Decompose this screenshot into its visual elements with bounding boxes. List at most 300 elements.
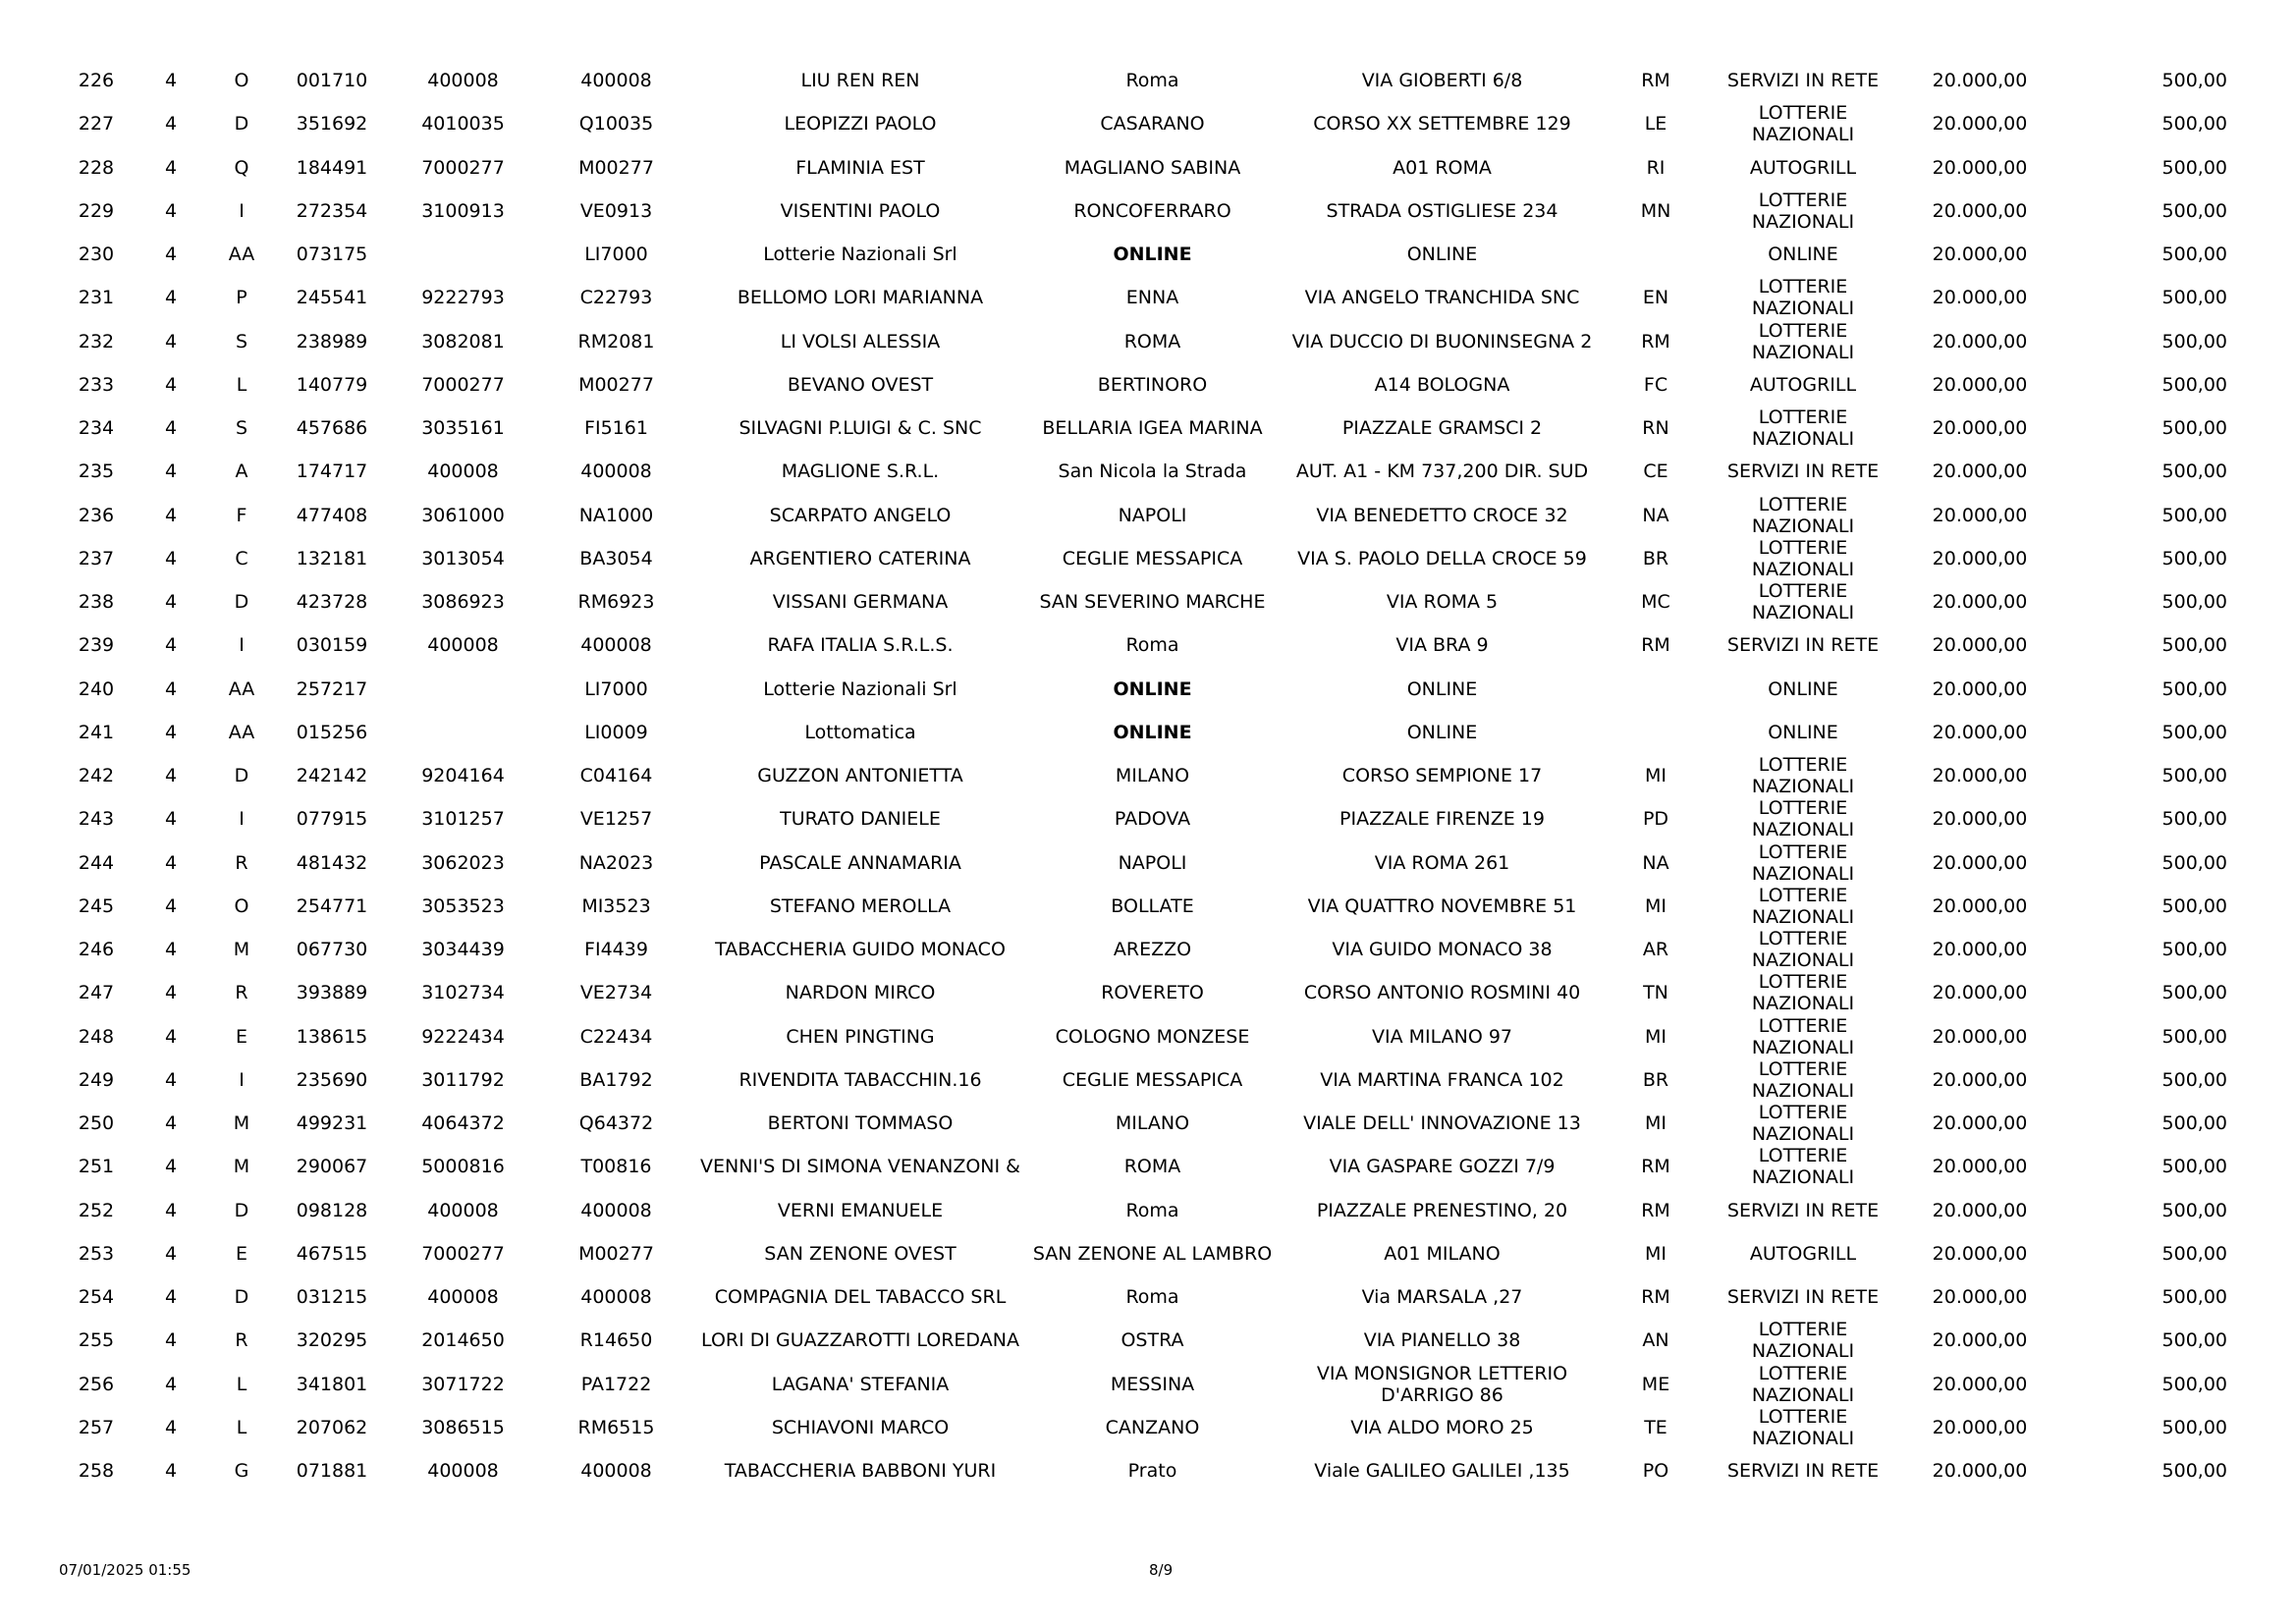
cell-channel: AUTOGRILL — [1749, 156, 1857, 179]
cell-prize-amount: 20.000,00 — [1932, 1373, 2028, 1395]
cell-group: 4 — [164, 1025, 178, 1048]
cell-address: VIA S. PAOLO DELLA CROCE 59 — [1297, 547, 1587, 569]
cell-category: M — [233, 1156, 250, 1178]
cell-channel: SERVIZI IN RETE — [1726, 1286, 1880, 1309]
cell-terminal-code: Q10035 — [578, 113, 654, 135]
cell-category: I — [239, 199, 245, 222]
cell-prize-amount: 20.000,00 — [1932, 591, 2028, 614]
cell-province: MI — [1645, 765, 1667, 787]
cell-code: 290067 — [296, 1156, 368, 1178]
cell-prize-amount: 20.000,00 — [1932, 1416, 2028, 1438]
cell-code: 207062 — [296, 1416, 368, 1438]
cell-prize-amount: 20.000,00 — [1932, 70, 2028, 92]
cell-city: AREZZO — [1113, 939, 1192, 961]
cell-prize-amount: 20.000,00 — [1932, 1460, 2028, 1483]
cell-amount: 500,00 — [2161, 1025, 2227, 1048]
cell-terminal-code: RM6515 — [577, 1416, 655, 1438]
cell-channel: LOTTERIE NAZIONALI — [1751, 797, 1855, 841]
cell-code: 457686 — [296, 417, 368, 440]
cell-city: BOLLATE — [1111, 894, 1194, 917]
cell-category: M — [233, 939, 250, 961]
cell-code-2: 5000816 — [421, 1156, 505, 1178]
cell-code: 499231 — [296, 1112, 368, 1135]
cell-row-number: 235 — [78, 460, 115, 483]
cell-province: TN — [1643, 982, 1668, 1004]
cell-business-name: TABACCHERIA BABBONI YURI — [724, 1460, 997, 1483]
cell-channel: LOTTERIE NAZIONALI — [1751, 928, 1855, 972]
cell-channel: AUTOGRILL — [1749, 373, 1857, 396]
cell-business-name: SCHIAVONI MARCO — [771, 1416, 950, 1438]
cell-code-2: 3011792 — [421, 1068, 505, 1091]
cell-address: ONLINE — [1406, 721, 1478, 743]
cell-province: ME — [1641, 1373, 1670, 1395]
cell-city: SAN SEVERINO MARCHE — [1039, 591, 1266, 614]
cell-address: VIA GUIDO MONACO 38 — [1332, 939, 1553, 961]
cell-code-2: 3034439 — [421, 939, 505, 961]
cell-channel: LOTTERIE NAZIONALI — [1751, 971, 1855, 1015]
cell-amount: 500,00 — [2161, 1112, 2227, 1135]
page-number: 8/9 — [1149, 1561, 1174, 1579]
cell-code: 245541 — [296, 287, 368, 309]
cell-city: CANZANO — [1105, 1416, 1200, 1438]
cell-row-number: 249 — [78, 1068, 115, 1091]
cell-code-2: 400008 — [427, 460, 499, 483]
cell-amount: 500,00 — [2161, 677, 2227, 700]
cell-amount: 500,00 — [2161, 1460, 2227, 1483]
cell-row-number: 240 — [78, 677, 115, 700]
cell-row-number: 234 — [78, 417, 115, 440]
cell-terminal-code: T00816 — [580, 1156, 652, 1178]
table-row — [57, 494, 2227, 537]
cell-city: Prato — [1127, 1460, 1177, 1483]
cell-code: 477408 — [296, 504, 368, 526]
cell-business-name: VENNI'S DI SIMONA VENANZONI & — [700, 1156, 1020, 1178]
cell-business-name: STEFANO MEROLLA — [769, 894, 952, 917]
cell-address: VIA ALDO MORO 25 — [1350, 1416, 1534, 1438]
cell-row-number: 237 — [78, 547, 115, 569]
cell-group: 4 — [164, 330, 178, 352]
cell-amount: 500,00 — [2161, 330, 2227, 352]
cell-group: 4 — [164, 1199, 178, 1221]
cell-province: EN — [1642, 287, 1669, 309]
cell-terminal-code: BA3054 — [579, 547, 653, 569]
cell-group: 4 — [164, 808, 178, 831]
cell-amount: 500,00 — [2161, 1068, 2227, 1091]
cell-group: 4 — [164, 765, 178, 787]
cell-group: 4 — [164, 634, 178, 657]
cell-terminal-code: Q64372 — [578, 1112, 654, 1135]
cell-province: NA — [1642, 504, 1669, 526]
cell-prize-amount: 20.000,00 — [1932, 244, 2028, 266]
cell-category: AA — [228, 721, 255, 743]
cell-terminal-code: C22793 — [579, 287, 653, 309]
table-row — [57, 1058, 2227, 1102]
cell-business-name: LAGANA' STEFANIA — [771, 1373, 950, 1395]
cell-row-number: 246 — [78, 939, 115, 961]
cell-amount: 500,00 — [2161, 1242, 2227, 1265]
cell-code: 351692 — [296, 113, 368, 135]
cell-province: RN — [1642, 417, 1669, 440]
cell-group: 4 — [164, 504, 178, 526]
cell-code: 071881 — [296, 1460, 368, 1483]
cell-province: AR — [1642, 939, 1669, 961]
cell-prize-amount: 20.000,00 — [1932, 287, 2028, 309]
cell-prize-amount: 20.000,00 — [1932, 373, 2028, 396]
cell-business-name: NARDON MIRCO — [785, 982, 936, 1004]
cell-terminal-code: NA1000 — [578, 504, 654, 526]
table-row — [57, 1189, 2227, 1232]
cell-amount: 500,00 — [2161, 765, 2227, 787]
cell-business-name: BEVANO OVEST — [787, 373, 934, 396]
cell-address: A01 MILANO — [1384, 1242, 1501, 1265]
cell-province: RM — [1641, 634, 1670, 657]
cell-row-number: 243 — [78, 808, 115, 831]
table-row — [57, 406, 2227, 450]
cell-terminal-code: LI0009 — [584, 721, 648, 743]
cell-row-number: 226 — [78, 70, 115, 92]
table-row — [57, 189, 2227, 233]
cell-group: 4 — [164, 1112, 178, 1135]
table-row — [57, 711, 2227, 754]
cell-prize-amount: 20.000,00 — [1932, 634, 2028, 657]
cell-channel: LOTTERIE NAZIONALI — [1751, 840, 1855, 885]
cell-address: VIA DUCCIO DI BUONINSEGNA 2 — [1291, 330, 1593, 352]
table-row — [57, 276, 2227, 319]
cell-code-2: 3086923 — [421, 591, 505, 614]
cell-code-2: 4010035 — [421, 113, 505, 135]
cell-address: CORSO ANTONIO ROSMINI 40 — [1303, 982, 1581, 1004]
cell-province: MI — [1645, 1242, 1667, 1265]
cell-province: MI — [1645, 1112, 1667, 1135]
cell-address: VIA QUATTRO NOVEMBRE 51 — [1307, 894, 1577, 917]
cell-address: VIA MARTINA FRANCA 102 — [1320, 1068, 1564, 1091]
cell-province: RM — [1641, 70, 1670, 92]
cell-code: 077915 — [296, 808, 368, 831]
cell-province: BR — [1642, 1068, 1669, 1091]
cell-terminal-code: MI3523 — [581, 894, 651, 917]
cell-group: 4 — [164, 113, 178, 135]
cell-code: 238989 — [296, 330, 368, 352]
table-row — [57, 928, 2227, 971]
cell-prize-amount: 20.000,00 — [1932, 417, 2028, 440]
cell-channel: LOTTERIE NAZIONALI — [1751, 1102, 1855, 1146]
cell-channel: LOTTERIE NAZIONALI — [1751, 754, 1855, 798]
cell-category: F — [236, 504, 247, 526]
cell-city: CASARANO — [1100, 113, 1205, 135]
cell-channel: SERVIZI IN RETE — [1726, 70, 1880, 92]
cell-business-name: ARGENTIERO CATERINA — [749, 547, 971, 569]
cell-address: CORSO XX SETTEMBRE 129 — [1313, 113, 1571, 135]
cell-amount: 500,00 — [2161, 417, 2227, 440]
cell-row-number: 255 — [78, 1329, 115, 1352]
cell-row-number: 239 — [78, 634, 115, 657]
cell-city: Roma — [1125, 70, 1179, 92]
cell-category: R — [235, 982, 248, 1004]
table-row — [57, 1102, 2227, 1145]
cell-city: CEGLIE MESSAPICA — [1062, 547, 1243, 569]
cell-province: RM — [1641, 330, 1670, 352]
cell-code-2: 3061000 — [421, 504, 505, 526]
cell-channel: SERVIZI IN RETE — [1726, 1199, 1880, 1221]
table-row — [57, 1015, 2227, 1058]
cell-code-2: 7000277 — [421, 156, 505, 179]
cell-address: VIA GIOBERTI 6/8 — [1361, 70, 1523, 92]
table-row — [57, 668, 2227, 711]
cell-code: 174717 — [296, 460, 368, 483]
cell-code: 272354 — [296, 199, 368, 222]
cell-address: PIAZZALE GRAMSCI 2 — [1341, 417, 1543, 440]
cell-category: D — [234, 113, 249, 135]
cell-province: CE — [1643, 460, 1668, 483]
cell-code-2: 7000277 — [421, 1242, 505, 1265]
cell-prize-amount: 20.000,00 — [1932, 677, 2028, 700]
cell-amount: 500,00 — [2161, 460, 2227, 483]
cell-code-2: 400008 — [427, 1286, 499, 1309]
cell-business-name: LORI DI GUAZZAROTTI LOREDANA — [701, 1329, 1019, 1352]
cell-code-2: 400008 — [427, 634, 499, 657]
cell-group: 4 — [164, 939, 178, 961]
cell-amount: 500,00 — [2161, 1329, 2227, 1352]
cell-address: VIA MONSIGNOR LETTERIO D'ARRIGO 86 — [1316, 1362, 1568, 1406]
cell-city: MILANO — [1115, 765, 1190, 787]
cell-row-number: 227 — [78, 113, 115, 135]
cell-city: CEGLIE MESSAPICA — [1062, 1068, 1243, 1091]
cell-row-number: 253 — [78, 1242, 115, 1265]
cell-code: 132181 — [296, 547, 368, 569]
cell-city: ONLINE — [1113, 677, 1192, 700]
cell-province: RM — [1641, 1199, 1670, 1221]
cell-group: 4 — [164, 1329, 178, 1352]
table-row — [57, 580, 2227, 623]
cell-channel: LOTTERIE NAZIONALI — [1751, 319, 1855, 363]
cell-amount: 500,00 — [2161, 721, 2227, 743]
cell-prize-amount: 20.000,00 — [1932, 808, 2028, 831]
cell-city: Roma — [1125, 1199, 1179, 1221]
cell-channel: LOTTERIE NAZIONALI — [1751, 1319, 1855, 1363]
table-row — [57, 1275, 2227, 1319]
cell-province: LE — [1644, 113, 1667, 135]
cell-amount: 500,00 — [2161, 634, 2227, 657]
cell-business-name: SAN ZENONE OVEST — [764, 1242, 957, 1265]
cell-province: MC — [1641, 591, 1670, 614]
cell-amount: 500,00 — [2161, 1286, 2227, 1309]
cell-address: VIA BRA 9 — [1395, 634, 1489, 657]
results-table — [57, 59, 2227, 1492]
cell-category: C — [235, 547, 248, 569]
cell-code-2: 3086515 — [421, 1416, 505, 1438]
cell-business-name: VISSANI GERMANA — [772, 591, 949, 614]
cell-category: D — [234, 1286, 249, 1309]
cell-amount: 500,00 — [2161, 851, 2227, 874]
cell-category: S — [235, 330, 248, 352]
cell-group: 4 — [164, 894, 178, 917]
cell-channel: LOTTERIE NAZIONALI — [1751, 536, 1855, 580]
cell-address: A01 ROMA — [1393, 156, 1492, 179]
table-row — [57, 754, 2227, 797]
cell-prize-amount: 20.000,00 — [1932, 460, 2028, 483]
cell-business-name: FLAMINIA EST — [795, 156, 925, 179]
cell-province: TE — [1644, 1416, 1667, 1438]
cell-terminal-code: VE2734 — [579, 982, 653, 1004]
cell-row-number: 247 — [78, 982, 115, 1004]
cell-business-name: GUZZON ANTONIETTA — [757, 765, 963, 787]
cell-row-number: 258 — [78, 1460, 115, 1483]
cell-channel: LOTTERIE NAZIONALI — [1751, 1145, 1855, 1189]
cell-address: AUT. A1 - KM 737,200 DIR. SUD — [1295, 460, 1589, 483]
cell-category: I — [239, 808, 245, 831]
cell-group: 4 — [164, 417, 178, 440]
cell-terminal-code: 400008 — [580, 634, 652, 657]
cell-group: 4 — [164, 591, 178, 614]
cell-category: I — [239, 1068, 245, 1091]
cell-business-name: LEOPIZZI PAOLO — [784, 113, 937, 135]
cell-business-name: RAFA ITALIA S.R.L.S. — [767, 634, 954, 657]
cell-city: ONLINE — [1113, 721, 1192, 743]
cell-amount: 500,00 — [2161, 1416, 2227, 1438]
cell-address: VIA MILANO 97 — [1371, 1025, 1513, 1048]
cell-group: 4 — [164, 1373, 178, 1395]
cell-terminal-code: LI7000 — [584, 244, 648, 266]
cell-terminal-code: M00277 — [578, 1242, 654, 1265]
cell-amount: 500,00 — [2161, 808, 2227, 831]
cell-province: PD — [1642, 808, 1669, 831]
cell-prize-amount: 20.000,00 — [1932, 1286, 2028, 1309]
cell-business-name: CHEN PINGTING — [786, 1025, 935, 1048]
cell-category: AA — [228, 677, 255, 700]
cell-category: D — [234, 765, 249, 787]
table-row — [57, 971, 2227, 1014]
cell-group: 4 — [164, 1416, 178, 1438]
cell-code-2: 2014650 — [421, 1329, 505, 1352]
cell-amount: 500,00 — [2161, 504, 2227, 526]
cell-row-number: 250 — [78, 1112, 115, 1135]
cell-channel: LOTTERIE NAZIONALI — [1751, 276, 1855, 320]
cell-prize-amount: 20.000,00 — [1932, 156, 2028, 179]
table-row — [57, 1406, 2227, 1449]
cell-terminal-code: PA1722 — [580, 1373, 652, 1395]
cell-amount: 500,00 — [2161, 547, 2227, 569]
cell-row-number: 236 — [78, 504, 115, 526]
cell-business-name: Lotterie Nazionali Srl — [763, 244, 957, 266]
cell-category: M — [233, 1112, 250, 1135]
cell-business-name: BERTONI TOMMASO — [767, 1112, 954, 1135]
cell-province: RM — [1641, 1286, 1670, 1309]
cell-row-number: 241 — [78, 721, 115, 743]
cell-province: MI — [1645, 1025, 1667, 1048]
cell-city: RONCOFERRARO — [1073, 199, 1231, 222]
cell-prize-amount: 20.000,00 — [1932, 1068, 2028, 1091]
cell-group: 4 — [164, 1286, 178, 1309]
cell-channel: SERVIZI IN RETE — [1726, 634, 1880, 657]
cell-row-number: 254 — [78, 1286, 115, 1309]
cell-province: MN — [1640, 199, 1671, 222]
cell-code: 140779 — [296, 373, 368, 396]
cell-category: D — [234, 1199, 249, 1221]
cell-terminal-code: LI7000 — [584, 677, 648, 700]
cell-group: 4 — [164, 373, 178, 396]
cell-terminal-code: BA1792 — [579, 1068, 653, 1091]
cell-city: PADOVA — [1114, 808, 1191, 831]
cell-code: 467515 — [296, 1242, 368, 1265]
cell-group: 4 — [164, 851, 178, 874]
table-row — [57, 1232, 2227, 1275]
cell-row-number: 257 — [78, 1416, 115, 1438]
cell-row-number: 248 — [78, 1025, 115, 1048]
cell-address: VIA GASPARE GOZZI 7/9 — [1329, 1156, 1556, 1178]
cell-prize-amount: 20.000,00 — [1932, 1112, 2028, 1135]
cell-amount: 500,00 — [2161, 287, 2227, 309]
cell-code: 001710 — [296, 70, 368, 92]
cell-channel: LOTTERIE NAZIONALI — [1751, 1405, 1855, 1449]
cell-address: PIAZZALE FIRENZE 19 — [1339, 808, 1545, 831]
cell-code-2: 400008 — [427, 70, 499, 92]
cell-channel: LOTTERIE NAZIONALI — [1751, 1014, 1855, 1058]
cell-code: 393889 — [296, 982, 368, 1004]
cell-city: NAPOLI — [1118, 851, 1187, 874]
cell-city: San Nicola la Strada — [1058, 460, 1247, 483]
cell-code: 138615 — [296, 1025, 368, 1048]
cell-code: 184491 — [296, 156, 368, 179]
cell-category: Q — [234, 156, 249, 179]
cell-row-number: 252 — [78, 1199, 115, 1221]
table-row — [57, 1449, 2227, 1492]
cell-prize-amount: 20.000,00 — [1932, 1156, 2028, 1178]
cell-channel: SERVIZI IN RETE — [1726, 460, 1880, 483]
cell-category: L — [236, 1373, 247, 1395]
cell-group: 4 — [164, 1156, 178, 1178]
cell-code-2: 3071722 — [421, 1373, 505, 1395]
cell-amount: 500,00 — [2161, 939, 2227, 961]
cell-channel: LOTTERIE NAZIONALI — [1751, 102, 1855, 146]
cell-amount: 500,00 — [2161, 373, 2227, 396]
cell-code: 341801 — [296, 1373, 368, 1395]
cell-address: VIA ANGELO TRANCHIDA SNC — [1304, 287, 1580, 309]
cell-code-2: 3102734 — [421, 982, 505, 1004]
cell-prize-amount: 20.000,00 — [1932, 547, 2028, 569]
cell-terminal-code: M00277 — [578, 373, 654, 396]
cell-business-name: PASCALE ANNAMARIA — [759, 851, 961, 874]
cell-row-number: 244 — [78, 851, 115, 874]
cell-code-2: 9222434 — [421, 1025, 505, 1048]
cell-code-2: 3053523 — [421, 894, 505, 917]
cell-code: 098128 — [296, 1199, 368, 1221]
cell-channel: LOTTERIE NAZIONALI — [1751, 1362, 1855, 1406]
cell-business-name: RIVENDITA TABACCHIN.16 — [738, 1068, 982, 1091]
cell-prize-amount: 20.000,00 — [1932, 765, 2028, 787]
cell-business-name: LIU REN REN — [800, 70, 920, 92]
table-row — [57, 623, 2227, 667]
cell-city: SAN ZENONE AL LAMBRO — [1032, 1242, 1273, 1265]
cell-prize-amount: 20.000,00 — [1932, 851, 2028, 874]
cell-category: R — [235, 851, 248, 874]
table-row — [57, 320, 2227, 363]
cell-prize-amount: 20.000,00 — [1932, 1329, 2028, 1352]
cell-code-2: 3101257 — [421, 808, 505, 831]
cell-prize-amount: 20.000,00 — [1932, 199, 2028, 222]
cell-terminal-code: RM2081 — [577, 330, 655, 352]
table-row — [57, 1319, 2227, 1362]
cell-row-number: 256 — [78, 1373, 115, 1395]
cell-code-2: 3082081 — [421, 330, 505, 352]
cell-code: 254771 — [296, 894, 368, 917]
cell-terminal-code: C04164 — [579, 765, 653, 787]
cell-channel: LOTTERIE NAZIONALI — [1751, 1057, 1855, 1102]
cell-business-name: TURATO DANIELE — [780, 808, 941, 831]
cell-category: D — [234, 591, 249, 614]
cell-code: 423728 — [296, 591, 368, 614]
table-row — [57, 537, 2227, 580]
cell-province: MI — [1645, 894, 1667, 917]
